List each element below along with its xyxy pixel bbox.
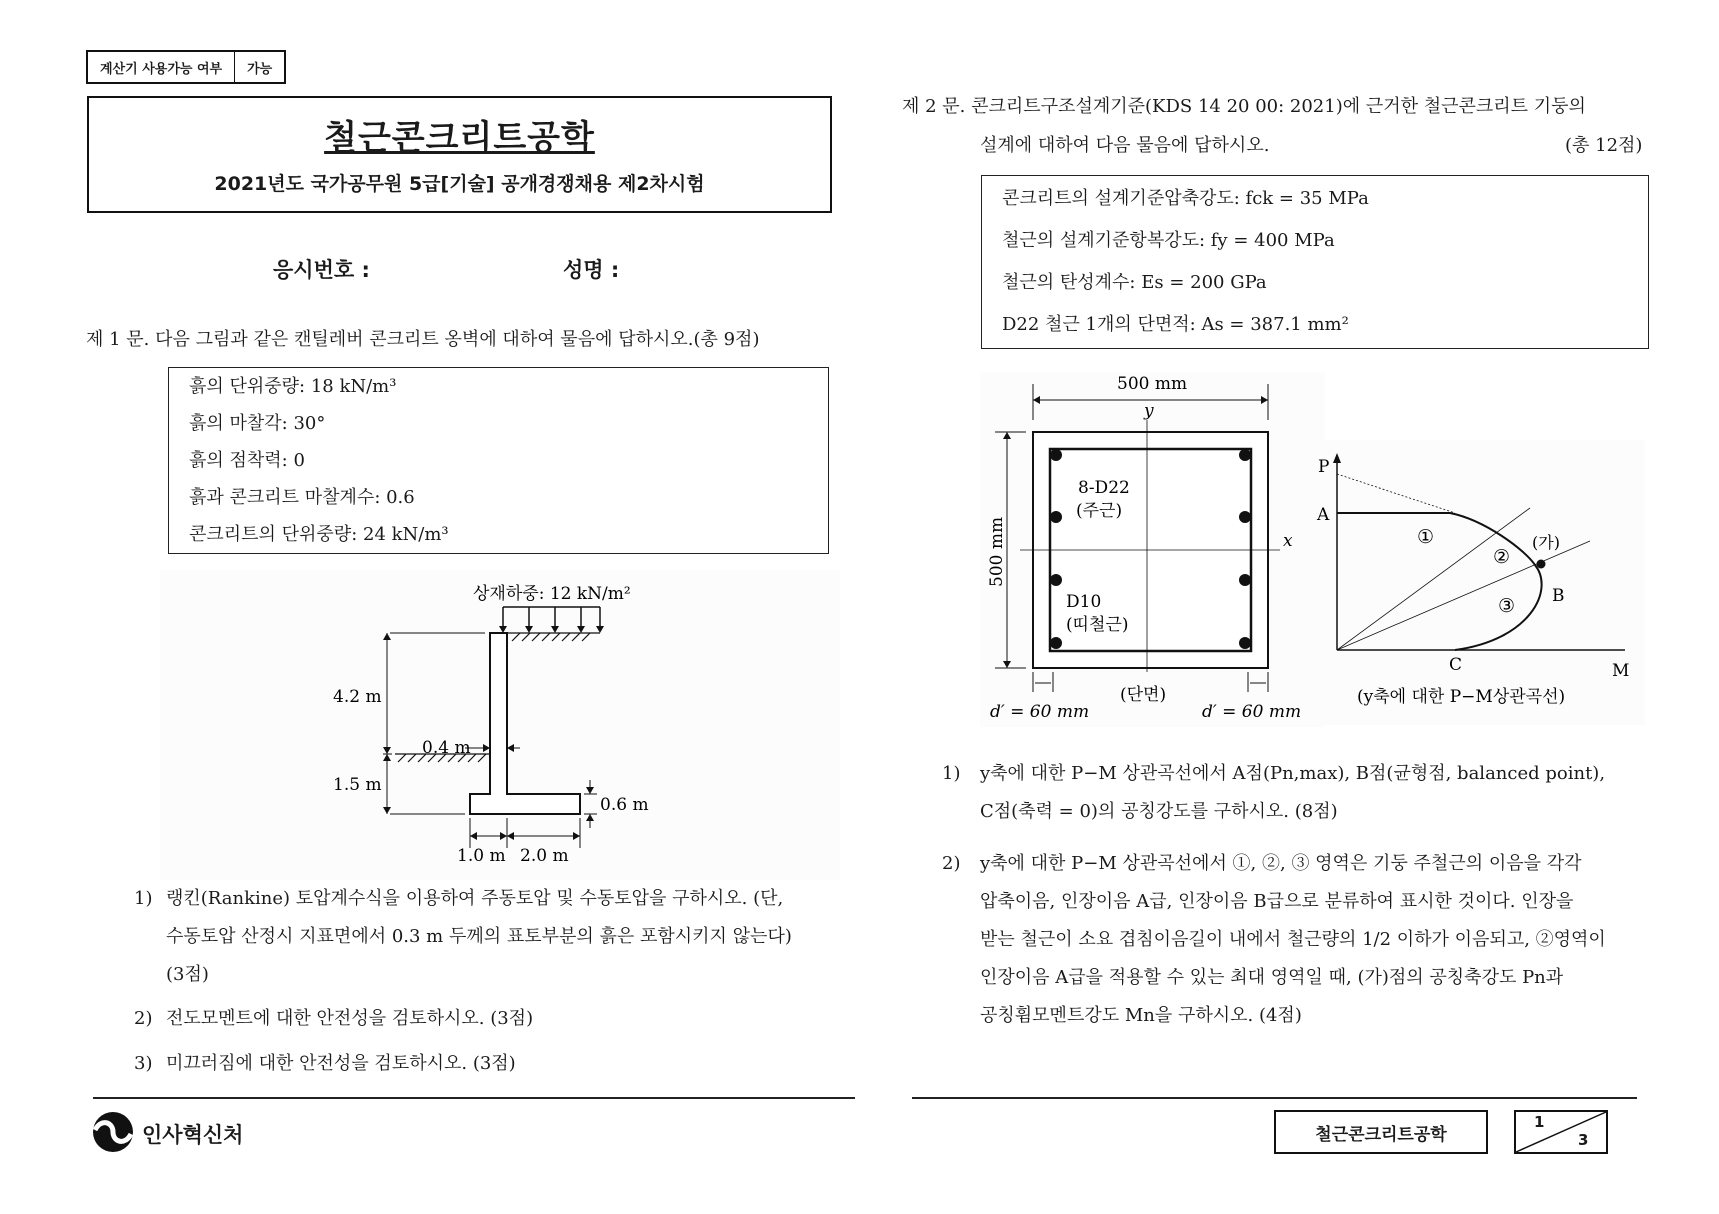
cover-right-label: d′ = 60 mm <box>1202 702 1302 722</box>
figure-background <box>1325 440 1645 725</box>
base-thickness-label: 0.6 m <box>600 795 649 815</box>
footer-divider-left <box>93 1097 855 1099</box>
q1-sub-line: 랭킨(Rankine) 토압계수식을 이용하여 주동토압 및 수동토압을 구하시오. (단, <box>166 888 784 909</box>
q2-given: 철근의 탄성계수: Es = 200 GPa <box>1002 272 1267 293</box>
q2-sub-num: 2) <box>942 853 961 874</box>
exam-number-label: 응시번호 : <box>273 258 370 282</box>
q2-given: 콘크리트의 설계기준압축강도: fck = 35 MPa <box>1002 188 1369 209</box>
height-top-label: 4.2 m <box>333 687 382 707</box>
q2-sub-line: y축에 대한 P−M 상관곡선에서 ①, ②, ③ 영역은 기둥 주철근의 이음을 각각 <box>980 853 1582 874</box>
calculator-label: 계산기 사용가능 여부 <box>88 52 235 82</box>
q2-givens-box <box>981 175 1649 349</box>
zone-3-label: ③ <box>1498 595 1516 617</box>
q1-sub-1 <box>134 880 834 994</box>
q2-points: (총 12점) <box>1565 135 1643 156</box>
q1-givens-box <box>168 367 829 554</box>
section-caption: (단면) <box>1120 685 1167 705</box>
point-b-label: B <box>1552 586 1565 606</box>
page-title: 철근콘크리트공학 <box>324 118 595 158</box>
q1-given: 흙과 콘크리트 마찰계수: 0.6 <box>189 487 415 508</box>
q1-given: 흙의 단위중량: 18 kN/m³ <box>189 376 397 397</box>
q1-sub-num: 2) <box>134 1008 153 1029</box>
q1-text: 제 1 문. 다음 그림과 같은 캔틸레버 콘크리트 옹벽에 대하여 물음에 답하시오.(총 9점) <box>86 329 760 350</box>
calculator-value: 가능 <box>247 61 273 77</box>
q2-sub-num: 1) <box>942 763 961 784</box>
pm-interaction-diagram <box>1317 440 1645 725</box>
footer-divider-right <box>912 1097 1637 1099</box>
cover-left-label: d′ = 60 mm <box>990 702 1090 722</box>
point-ga-marker <box>1537 560 1546 569</box>
q2-sub-1 <box>942 755 1647 831</box>
ties-note: (띠철근) <box>1066 615 1129 635</box>
q1-sub-num: 3) <box>134 1053 153 1074</box>
q1-sub-3 <box>134 1045 834 1083</box>
q1-sub-2 <box>134 1000 834 1038</box>
y-axis-label: y <box>1144 401 1154 421</box>
q2-text-line2: 설계에 대하여 다음 물음에 답하시오. <box>980 135 1270 156</box>
q1-given: 흙의 마찰각: 30° <box>189 413 326 434</box>
page-total: 3 <box>1578 1131 1589 1149</box>
q2-sub-line: C점(축력 = 0)의 공칭강도를 구하시오. (8점) <box>980 801 1338 822</box>
zone-1-label: ① <box>1417 526 1435 548</box>
q1-given: 흙의 점착력: 0 <box>189 450 305 471</box>
main-bars-label: 8-D22 <box>1078 478 1130 498</box>
page-current: 1 <box>1534 1113 1545 1131</box>
main-bars-note: (주근) <box>1076 501 1123 521</box>
section-height-label: 500 mm <box>987 516 1007 587</box>
retaining-wall-figure <box>160 570 840 880</box>
q2-text-line1: 제 2 문. 콘크리트구조설계기준(KDS 14 20 00: 2021)에 근거한 철근콘크리트 기둥의 <box>902 96 1586 117</box>
height-bottom-label: 1.5 m <box>333 775 382 795</box>
point-c-label: C <box>1449 655 1463 675</box>
q2-sub-line: 압축이음, 인장이음 A급, 인장이음 B급으로 분류하여 표시한 것이다. 인장을 <box>980 891 1574 912</box>
footer-subject: 철근콘크리트공학 <box>1274 1110 1488 1154</box>
toe-length-label: 1.0 m <box>457 846 506 866</box>
agency-logo-icon <box>91 1110 135 1154</box>
zone-2-label: ② <box>1493 546 1511 568</box>
stem-thickness-label: 0.4 m <box>422 738 471 758</box>
q2-sub-line: 받는 철근이 소요 겹침이음길이 내에서 철근량의 1/2 이하가 이음되고, ②영역이 <box>980 929 1606 950</box>
q2-sub-line: y축에 대한 P−M 상관곡선에서 A점(Pn,max), B점(균형점, balanced point), <box>980 763 1606 784</box>
ties-label: D10 <box>1066 592 1102 612</box>
q1-sub-num: 1) <box>134 888 153 909</box>
page-slash <box>1516 1112 1606 1152</box>
q1-sub-line: 전도모멘트에 대한 안전성을 검토하시오. (3점) <box>166 1008 534 1029</box>
q2-sub-2 <box>942 845 1647 1035</box>
surcharge-label: 상재하중: 12 kN/m² <box>473 584 631 604</box>
q2-given: D22 철근 1개의 단면적: As = 387.1 mm² <box>1002 314 1349 335</box>
m-axis-label: M <box>1612 661 1630 681</box>
q1-sub-line: (3점) <box>166 964 209 985</box>
q2-given: 철근의 설계기준항복강도: fy = 400 MPa <box>1002 230 1335 251</box>
point-ga-label: (가) <box>1532 533 1560 552</box>
q2-sub-line: 인장이음 A급을 적용할 수 있는 최대 영역일 때, (가)점의 공칭축강도 Pn과 <box>980 967 1564 988</box>
heel-length-label: 2.0 m <box>520 846 569 866</box>
agency-name: 인사혁신처 <box>142 1123 244 1147</box>
title-box <box>87 96 832 213</box>
point-a-label: A <box>1317 505 1330 525</box>
section-width-label: 500 mm <box>1117 374 1188 394</box>
page-number-box <box>1514 1110 1608 1154</box>
p-axis-label: P <box>1318 457 1330 477</box>
column-section-figure <box>980 372 1325 727</box>
q1-sub-line: 수동토압 산정시 지표면에서 0.3 m 두께의 표토부분의 흙은 포함시키지 않는다) <box>166 926 792 947</box>
q1-given: 콘크리트의 단위중량: 24 kN/m³ <box>189 524 449 545</box>
pm-caption: (y축에 대한 P−M상관곡선) <box>1357 687 1566 707</box>
q1-sub-line: 미끄러짐에 대한 안전성을 검토하시오. (3점) <box>166 1053 516 1074</box>
calculator-box <box>86 50 286 84</box>
name-label: 성명 : <box>563 258 620 282</box>
q2-sub-line: 공칭휨모멘트강도 Mn을 구하시오. (4점) <box>980 1005 1302 1026</box>
x-axis-label: x <box>1283 531 1293 551</box>
exam-subtitle: 2021년도 국가공무원 5급[기술] 공개경쟁채용 제2차시험 <box>214 173 705 195</box>
